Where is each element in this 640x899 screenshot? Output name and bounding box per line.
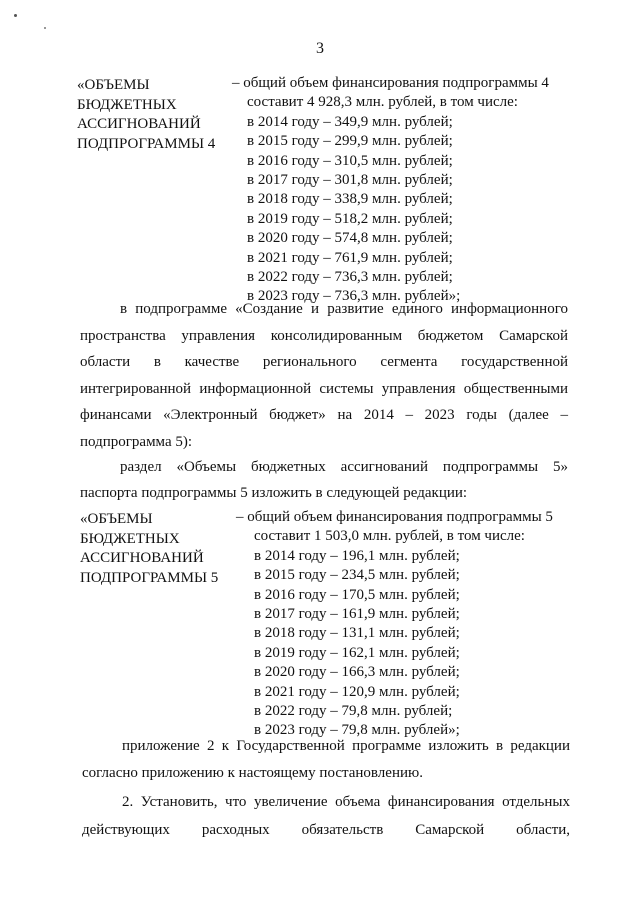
paragraph-section-change	[80, 454, 568, 506]
paragraph-line: согласно приложению к настоящему постановлению.	[82, 765, 423, 781]
block4-line: в 2020 году – 574,8 млн. рублей;	[247, 230, 453, 247]
block5-left-line: «ОБЪЕМЫ	[80, 511, 153, 527]
scan-speck	[14, 14, 17, 17]
block4-line: в 2015 году – 299,9 млн. рублей;	[247, 133, 453, 150]
paragraph-line: паспорта подпрограммы 5 изложить в следующей редакции:	[80, 485, 468, 501]
paragraph-subprogram5-intro	[80, 296, 568, 455]
block5-line: в 2018 году – 131,1 млн. рублей;	[254, 625, 460, 642]
block5-left-line: БЮДЖЕТНЫХ	[80, 530, 180, 547]
block4-left-line: «ОБЪЕМЫ	[77, 77, 150, 93]
block4-left-line: АССИГНОВАНИЙ	[77, 116, 201, 132]
paragraph-line: действующих расходных обязательств Самарской области,	[82, 822, 570, 838]
block4-financing-list	[232, 74, 592, 307]
block5-line: в 2021 году – 120,9 млн. рублей;	[254, 683, 460, 700]
block4-line: в 2014 году – 349,9 млн. рублей;	[247, 113, 453, 130]
paragraph-line: раздел «Объемы бюджетных ассигнований подпрограммы 5»	[120, 459, 568, 475]
block4-line: в 2017 году – 301,8 млн. рублей;	[247, 172, 453, 189]
block5-line: в 2023 году – 79,8 млн. рублей»;	[254, 722, 460, 739]
block4-line: – общий объем финансирования подпрограммы 4	[232, 75, 549, 91]
paragraph-line: в подпрограмме «Создание и развитие единого информационного	[120, 301, 568, 317]
block5-line: в 2022 году – 79,8 млн. рублей;	[254, 703, 453, 720]
paragraph-line: пространства управления консолидированным бюджетом Самарской	[80, 327, 568, 344]
paragraph-line: приложение 2 к Государственной программе изложить в редакции	[122, 738, 570, 754]
block5-line: в 2017 году – 161,9 млн. рублей;	[254, 606, 460, 623]
paragraph-line: финансами «Электронный бюджет» на 2014 – 2023 годы (далее –	[80, 407, 568, 423]
paragraph-item-2	[82, 788, 570, 844]
block5-financing-list	[236, 508, 596, 741]
block4-line: в 2021 году – 761,9 млн. рублей;	[247, 249, 453, 266]
block4-line: в 2018 году – 338,9 млн. рублей;	[247, 191, 453, 208]
block5-left-label	[80, 510, 218, 588]
block5-line: в 2015 году – 234,5 млн. рублей;	[254, 567, 460, 584]
paragraph-line: интегрированной информационной системы управления общественными	[80, 380, 568, 397]
block5-line: в 2019 году – 162,1 млн. рублей;	[254, 644, 460, 661]
page-number: 3	[316, 40, 324, 57]
block4-left-label	[77, 76, 215, 154]
paragraph-line: 2. Установить, что увеличение объема финансирования отдельных	[122, 794, 570, 810]
block4-line: составит 4 928,3 млн. рублей, в том числе:	[247, 94, 518, 111]
block5-line: в 2020 году – 166,3 млн. рублей;	[254, 664, 460, 681]
block4-left-line: БЮДЖЕТНЫХ	[77, 96, 177, 113]
paragraph-line: области в качестве регионального сегмента государственной	[80, 354, 568, 370]
block4-line: в 2023 году – 736,3 млн. рублей»;	[247, 288, 461, 305]
block4-line: в 2019 году – 518,2 млн. рублей;	[247, 210, 453, 227]
block5-line: – общий объем финансирования подпрограммы 5	[236, 509, 553, 525]
block4-left-line: ПОДПРОГРАММЫ 4	[77, 135, 216, 152]
block5-line: в 2014 году – 196,1 млн. рублей;	[254, 547, 460, 564]
paragraph-appendix	[82, 733, 570, 787]
block5-line: составит 1 503,0 млн. рублей, в том числе:	[254, 528, 525, 545]
scan-speck	[44, 27, 46, 29]
block5-line: в 2016 году – 170,5 млн. рублей;	[254, 586, 460, 603]
block4-line: в 2022 году – 736,3 млн. рублей;	[247, 269, 453, 286]
paragraph-line: подпрограмма 5):	[80, 433, 193, 450]
block4-line: в 2016 году – 310,5 млн. рублей;	[247, 152, 453, 169]
block5-left-line: АССИГНОВАНИЙ	[80, 550, 204, 566]
block5-left-line: ПОДПРОГРАММЫ 5	[80, 569, 219, 586]
